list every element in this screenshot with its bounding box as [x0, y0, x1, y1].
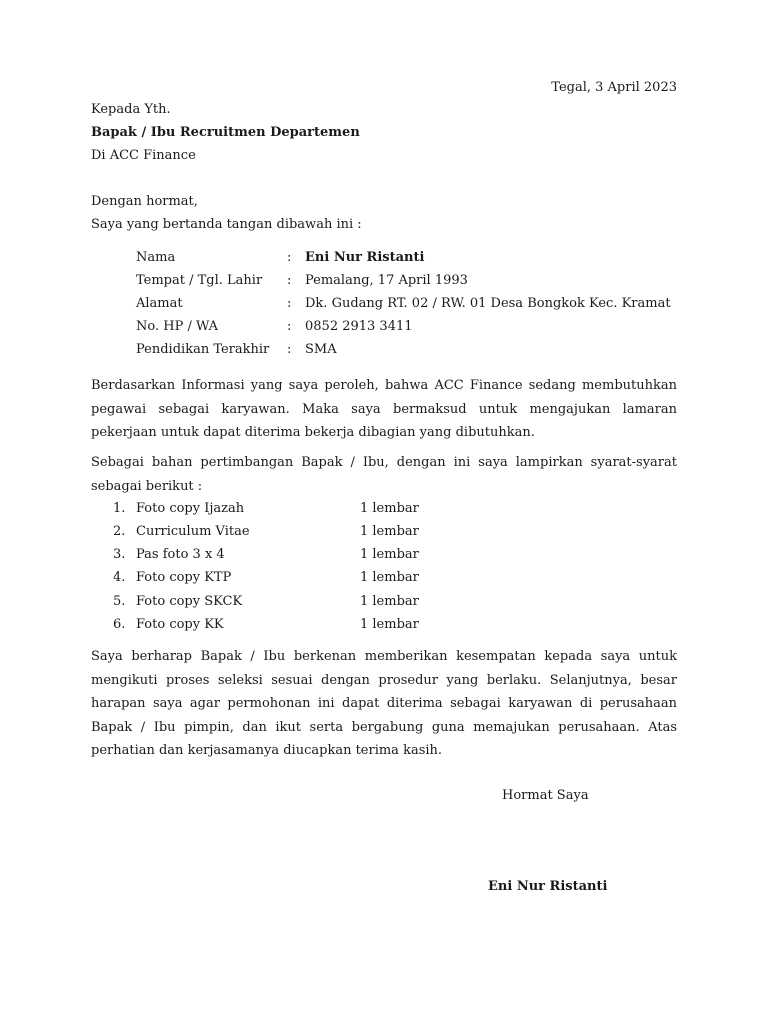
identity-colon: :: [287, 250, 292, 265]
recipient-greeting: Kepada Yth.: [91, 102, 171, 117]
attachment-quantity: 1 lembar: [360, 570, 419, 585]
identity-value-education: SMA: [305, 342, 337, 357]
identity-label: Pendidikan Terakhir: [136, 342, 270, 357]
identity-value-phone: 0852 2913 3411: [305, 319, 413, 334]
recipient-location: Di ACC Finance: [91, 148, 196, 163]
attachment-quantity: 1 lembar: [360, 617, 419, 632]
paragraph-1: Berdasarkan Informasi yang saya peroleh, bahwa ACC Finance sedang membutuhkan pegawai sebagai karyawan. Maka saya bermaksud untuk mengajukan lamaran pekerjaan untuk dapat diterima bekerja dibagian yang dibutuhkan.: [91, 378, 677, 440]
identity-colon: :: [287, 273, 292, 288]
identity-label: No. HP / WA: [136, 319, 219, 334]
paragraph-2: Sebagai bahan pertimbangan Bapak / Ibu, dengan ini saya lampirkan syarat-syarat sebagai berikut :: [91, 455, 677, 494]
identity-label: Nama: [136, 250, 176, 265]
identity-label: Tempat / Tgl. Lahir: [136, 273, 263, 288]
attachment-name: Foto copy SKCK: [136, 594, 243, 609]
attachment-number: 3.: [113, 547, 126, 562]
attachment-name: Curriculum Vitae: [136, 524, 250, 539]
attachment-number: 2.: [113, 524, 126, 539]
attachment-quantity: 1 lembar: [360, 524, 419, 539]
attachment-name: Foto copy KTP: [136, 570, 232, 585]
attachment-name: Foto copy Ijazah: [136, 501, 245, 516]
intro-text: Saya yang bertanda tangan dibawah ini :: [91, 217, 362, 232]
place-date: Tegal, 3 April 2023: [551, 80, 677, 95]
attachment-quantity: 1 lembar: [360, 594, 419, 609]
identity-label: Alamat: [136, 296, 183, 311]
identity-colon: :: [287, 342, 292, 357]
identity-value-birth: Pemalang, 17 April 1993: [305, 273, 468, 288]
closing-text: Hormat Saya: [502, 788, 589, 803]
signer-name: Eni Nur Ristanti: [488, 879, 608, 894]
attachment-number: 4.: [113, 570, 126, 585]
attachment-number: 1.: [113, 501, 126, 516]
attachment-quantity: 1 lembar: [360, 547, 419, 562]
attachment-number: 6.: [113, 617, 126, 632]
attachment-quantity: 1 lembar: [360, 501, 419, 516]
salutation: Dengan hormat,: [91, 194, 198, 209]
identity-colon: :: [287, 319, 292, 334]
identity-value-address: Dk. Gudang RT. 02 / RW. 01 Desa Bongkok Kec. Kramat: [305, 296, 671, 311]
paragraph-3: Saya berharap Bapak / Ibu berkenan memberikan kesempatan kepada saya untuk mengikuti proses seleksi sesuai dengan prosedur yang berlaku. Selanjutnya, besar harapan saya agar permohonan ini dapat diterima sebagai karyawan di perusahaan Bapak / Ibu pimpin, dan ikut serta bergabung guna memajukan perusahaan. Atas perhatian dan kerjasamanya diucapkan terima kasih.: [91, 649, 677, 758]
attachment-name: Foto copy KK: [136, 617, 224, 632]
attachment-name: Pas foto 3 x 4: [136, 547, 225, 562]
identity-value-name: Eni Nur Ristanti: [305, 250, 425, 265]
attachment-number: 5.: [113, 594, 126, 609]
identity-colon: :: [287, 296, 292, 311]
recipient-name: Bapak / Ibu Recruitmen Departemen: [91, 125, 360, 140]
